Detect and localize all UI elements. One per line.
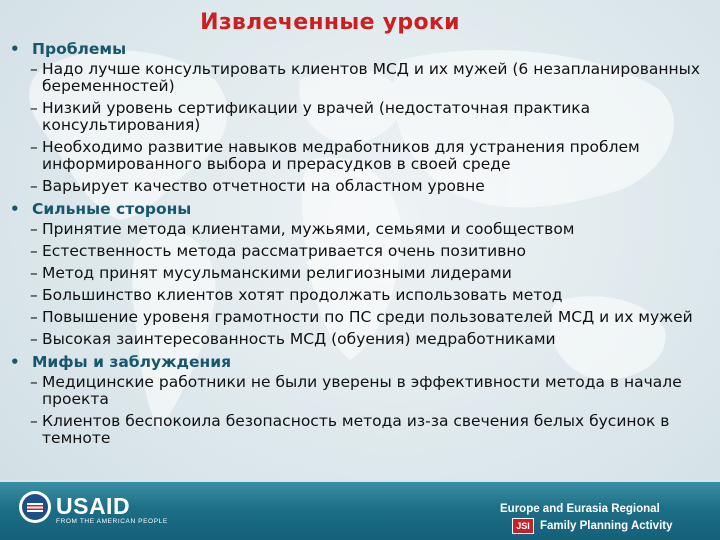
list-item: – Высокая заинтересованность МСД (обуения) медработниками: [10, 331, 712, 348]
list-item: – Принятие метода клиентами, мужьями, семьями и сообществом: [10, 221, 712, 238]
list-item: – Медицинские работники не были уверены в эффективности метода в начале проекта: [10, 374, 712, 408]
program-name-line1: Europe and Eurasia Regional: [500, 503, 660, 515]
section-strengths: [10, 200, 712, 348]
dash-icon: –: [30, 220, 38, 238]
section-items: [10, 221, 712, 348]
dash-icon: –: [30, 99, 38, 117]
usaid-tagline: FROM THE AMERICAN PEOPLE: [56, 518, 168, 525]
section-problems: [10, 40, 712, 195]
dash-icon: –: [30, 412, 38, 430]
section-items: [10, 61, 712, 195]
dash-icon: –: [30, 138, 38, 156]
dash-icon: –: [30, 60, 38, 78]
program-name-line2: Family Planning Activity: [540, 520, 673, 532]
list-item: – Варьирует качество отчетности на областном уровне: [10, 178, 712, 195]
list-item: – Необходимо развитие навыков медработников для устранения проблем информированного выбора и прерасудков в своей среде: [10, 139, 712, 173]
jsi-logo-icon: JSI: [512, 518, 534, 534]
list-item: – Низкий уровень сертификации у врачей (недостаточная практика консультирования): [10, 100, 712, 134]
list-item: – Большинство клиентов хотят продолжать использовать метод: [10, 287, 712, 304]
content-list: [10, 40, 712, 452]
usaid-logo: USAID: [56, 493, 131, 519]
section-heading: Мифы и заблуждения: [32, 353, 232, 371]
list-item: – Метод принят мусульманскими религиозными лидерами: [10, 265, 712, 282]
usaid-seal-icon: [18, 490, 52, 524]
bullet-icon: •: [10, 200, 20, 218]
dash-icon: –: [30, 330, 38, 348]
section-items: [10, 374, 712, 447]
slide-title: Извлеченные уроки: [200, 10, 460, 35]
bullet-icon: •: [10, 353, 20, 371]
list-item: – Надо лучше консультировать клиентов МСД и их мужей (6 незапланированных беременностей): [10, 61, 712, 95]
dash-icon: –: [30, 286, 38, 304]
list-item: – Повышение уровеня грамотности по ПС среди пользователей МСД и их мужей: [10, 309, 712, 326]
bullet-icon: •: [10, 40, 20, 58]
dash-icon: –: [30, 242, 38, 260]
section-myths: [10, 353, 712, 447]
section-heading: Проблемы: [32, 40, 127, 58]
section-heading: Сильные стороны: [32, 200, 192, 218]
dash-icon: –: [30, 264, 38, 282]
dash-icon: –: [30, 308, 38, 326]
list-item: – Клиентов беспокоила безопасность метода из-за свечения белых бусинок в темноте: [10, 413, 712, 447]
list-item: – Естественность метода рассматривается очень позитивно: [10, 243, 712, 260]
dash-icon: –: [30, 177, 38, 195]
dash-icon: –: [30, 373, 38, 391]
